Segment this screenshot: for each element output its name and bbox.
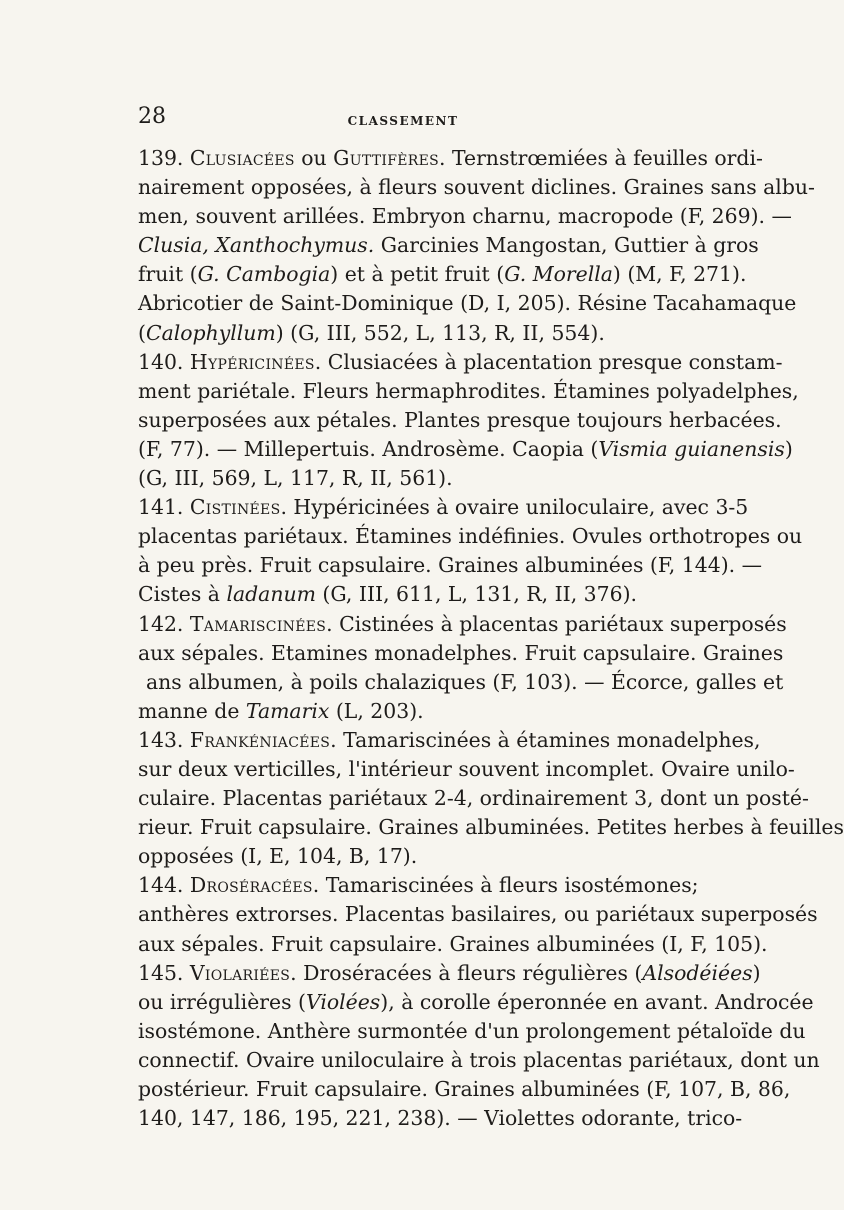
text-line [138, 377, 799, 406]
family-name: Guttifères [333, 146, 440, 170]
text-run: isostémone. Anthère surmontée d'un prolongement pétaloïde du [138, 1018, 806, 1043]
text-run: (L, 203). [329, 698, 424, 723]
text-run: ou irrégulières ( [138, 989, 306, 1014]
text-line [138, 231, 759, 260]
text-line [138, 1017, 806, 1046]
text-run: ) (G, III, 552, L, 113, R, II, 554). [275, 320, 605, 345]
text-run: postérieur. Fruit capsulaire. Graines albuminées (F, 107, B, 86, [138, 1077, 791, 1101]
text-run: (G, III, 569, L, 117, R, II, 561). [138, 466, 453, 491]
text-run: 140, 147, 186, 195, 221, 238). — Violettes odorante, trico- [138, 1106, 743, 1131]
text-run: Garcinies Mangostan, Guttier à gros [374, 233, 759, 258]
text-run: ) [784, 436, 793, 461]
text-line [138, 1104, 743, 1133]
text-run: 144. [138, 873, 190, 898]
text-line [138, 930, 768, 959]
text-run: 143. [138, 727, 190, 752]
text-run: (F, 77). — Millepertuis. Androsème. Caopia ( [138, 436, 599, 461]
italic-term: Alsodéiées [642, 960, 753, 985]
text-run: . Ternstrœmiées à feuilles ordi- [439, 146, 763, 170]
text-run: superposées aux pétales. Plantes presque toujours herbacées. [138, 407, 782, 432]
text-run: ou [294, 146, 334, 170]
text-run: culaire. Placentas pariétaux 2-4, ordinairement 3, dont un posté- [138, 786, 809, 811]
page-header [138, 104, 668, 134]
text-run: 140. [138, 349, 190, 374]
text-line [138, 435, 793, 464]
text-run: 139. [138, 146, 190, 170]
text-line [138, 784, 809, 813]
text-run: sur deux verticilles, l'intérieur souvent incomplet. Ovaire unilo- [138, 756, 795, 781]
text-run: à peu près. Fruit capsulaire. Graines albuminées (F, 144). — [138, 553, 763, 578]
text-run: . Clusiacées à placentation presque constam- [314, 349, 783, 374]
text-run: Abricotier de Saint-Dominique (D, I, 205). Résine Tacahamaque [138, 291, 797, 316]
text-run: placentas pariétaux. Étamines indéfinies. Ovules orthotropes ou [138, 524, 803, 549]
text-line [138, 319, 668, 348]
italic-term: Vismia guianensis [598, 436, 785, 461]
text-line [138, 959, 761, 988]
text-line [138, 406, 782, 435]
text-line [138, 493, 749, 522]
text-run: . Hypéricinées à ovaire uniloculaire, avec 3-5 [280, 495, 749, 520]
family-name: Droséracées [189, 873, 313, 898]
text-line [138, 988, 814, 1017]
text-run: ) [752, 960, 761, 985]
text-run: . Tamariscinées à fleurs isostémones; [312, 873, 699, 898]
text-run: . Tamariscinées à étamines monadelphes, [330, 727, 761, 752]
text-run: men, souvent arillées. Embryon charnu, macropode (F, 269). — [138, 204, 792, 229]
text-run: nairement opposées, à fleurs souvent diclines. Graines sans albu- [138, 175, 815, 200]
text-run: ), à corolle éperonnée en avant. Androcée [380, 989, 814, 1014]
text-line [138, 1046, 820, 1075]
text-line [138, 580, 668, 609]
text-line [138, 289, 797, 318]
text-line [138, 871, 699, 900]
text-line [138, 639, 784, 668]
page-number: 28 [138, 104, 166, 129]
family-name: Tamariscinées [189, 611, 327, 636]
italic-term: ladanum [226, 582, 316, 607]
italic-term: G. Cambogia [197, 262, 331, 287]
italic-term: Calophyllum [145, 320, 276, 345]
text-run: anthères extrorses. Placentas basilaires, ou pariétaux superposés [138, 902, 818, 927]
family-name: Cistinées [189, 495, 281, 520]
text-line [138, 610, 787, 639]
text-line [138, 260, 747, 289]
family-name: Clusiacées [189, 146, 295, 170]
text-line [138, 697, 668, 726]
text-run: fruit ( [138, 262, 198, 287]
running-head: CLASSEMENT [347, 114, 459, 128]
text-run: opposées (I, E, 104, B, 17). [138, 844, 418, 869]
text-run: 145. [138, 960, 190, 985]
text-line [138, 202, 792, 231]
italic-term: Tamarix [245, 698, 330, 723]
text-run: 141. [138, 495, 190, 520]
text-line [138, 842, 668, 871]
text-line [138, 813, 844, 842]
text-line [138, 1075, 791, 1104]
text-run: ( [138, 320, 146, 345]
text-run: aux sépales. Fruit capsulaire. Graines albuminées (I, F, 105). [138, 931, 768, 956]
italic-term: G. Morella [504, 262, 613, 287]
text-run: ) et à petit fruit ( [330, 262, 505, 287]
text-line [138, 900, 818, 929]
text-run: aux sépales. Etamines monadelphes. Fruit capsulaire. Graines [138, 640, 784, 665]
text-run: (G, III, 611, L, 131, R, II, 376). [315, 582, 638, 607]
text-run: . Droséracées à fleurs régulières ( [290, 960, 643, 985]
text-line [138, 522, 803, 551]
text-line [138, 551, 763, 580]
text-run: connectif. Ovaire uniloculaire à trois placentas pariétaux, dont un [138, 1047, 820, 1072]
text-line [138, 464, 668, 493]
italic-term: Violées [305, 989, 381, 1014]
text-run: Cistes à [138, 582, 227, 607]
family-name: Violariées [189, 960, 291, 985]
text-line [138, 668, 784, 697]
text-run: . Cistinées à placentas pariétaux superposés [326, 611, 787, 636]
text-line [138, 726, 761, 755]
text-line [138, 348, 783, 377]
text-line [138, 173, 815, 202]
text-line [138, 755, 795, 784]
family-name: Frankéniacées [189, 727, 331, 752]
family-name: Hypéricinées [189, 349, 315, 374]
text-run: manne de [138, 698, 246, 723]
text-run: ans albumen, à poils chalaziques (F, 103). — Écorce, galles et [146, 669, 784, 694]
text-run: ) (M, F, 271). [612, 262, 747, 287]
text-run: ment pariétale. Fleurs hermaphrodites. Étamines polyadelphes, [138, 378, 799, 403]
text-run: 142. [138, 611, 190, 636]
text-line [138, 144, 763, 173]
text-run: rieur. Fruit capsulaire. Graines albuminées. Petites herbes à feuilles [138, 815, 844, 840]
body-text [138, 144, 844, 1133]
italic-term: Clusia, Xanthochymus. [138, 233, 375, 258]
